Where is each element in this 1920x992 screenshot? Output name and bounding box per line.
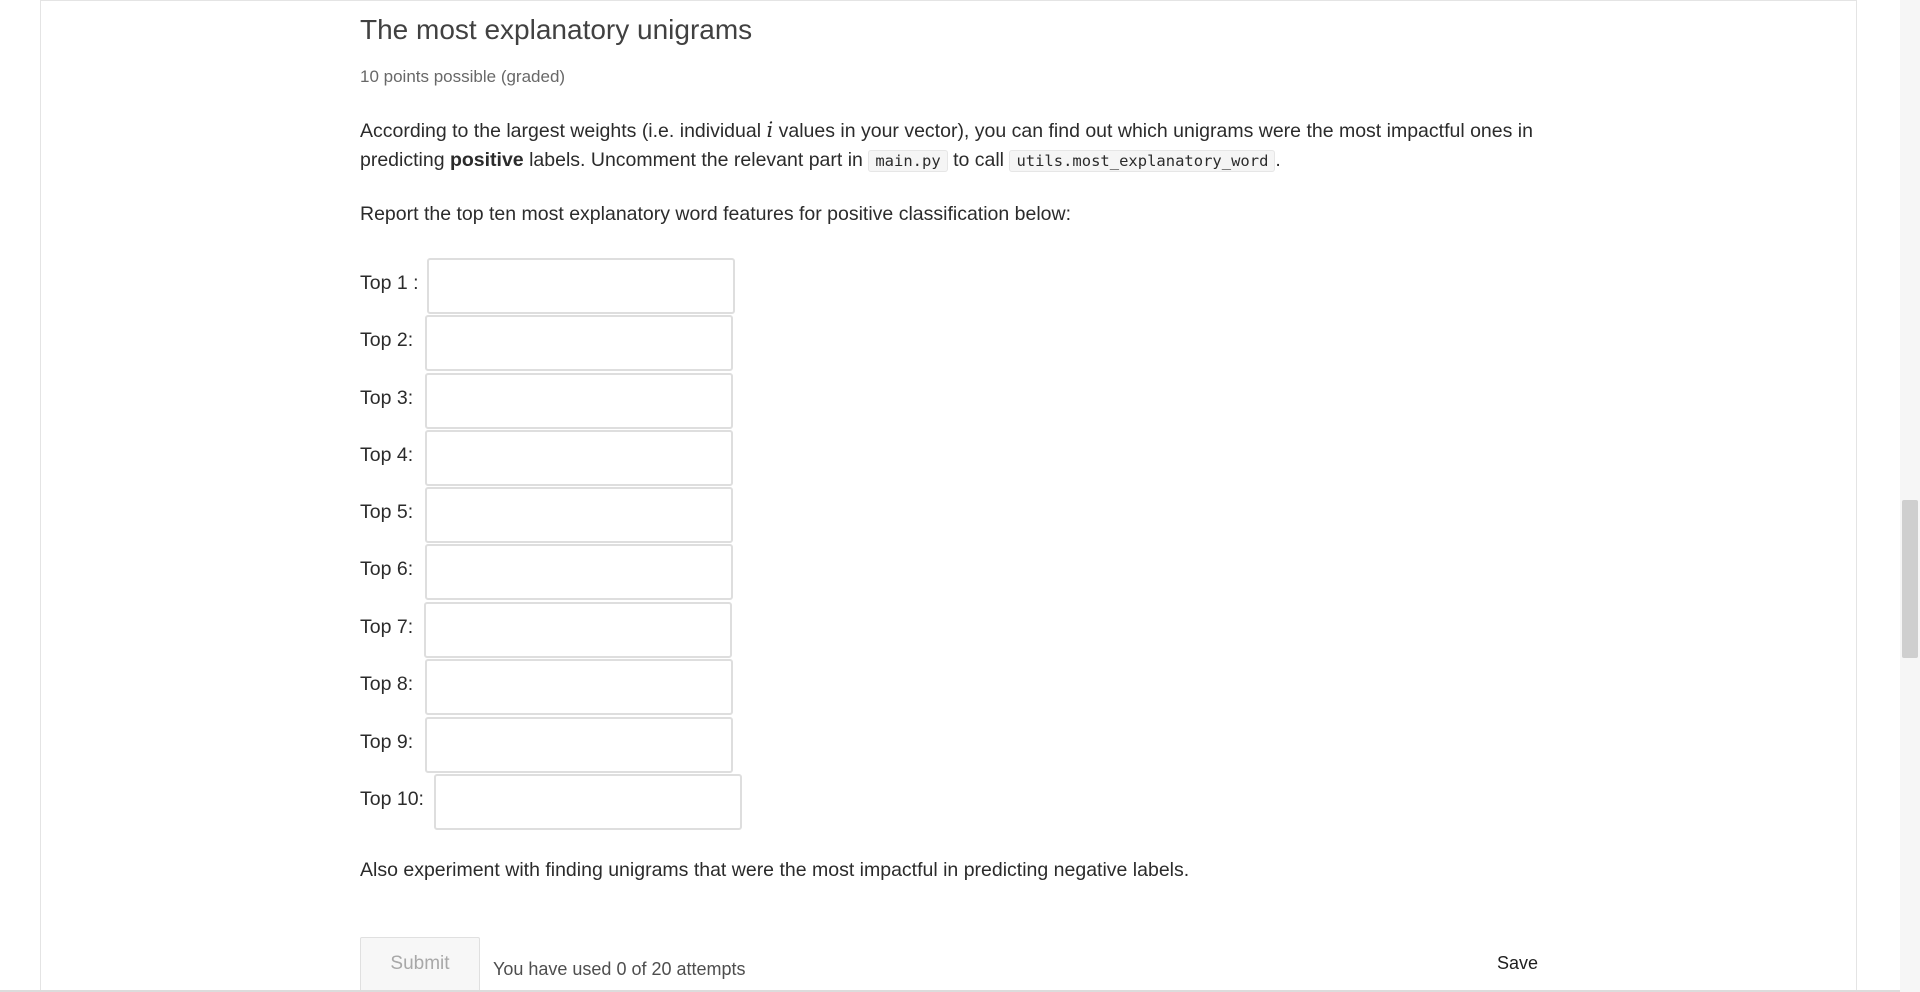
- points-possible: 10 points possible (graded): [360, 67, 566, 86]
- description-bold: positive: [449, 148, 524, 171]
- answer-label-7: Top 7:: [360, 616, 414, 638]
- answer-label-3: Top 3:: [360, 387, 414, 409]
- instruction-text: Report the top ten most explanatory word features for positive classification below:: [360, 203, 1072, 225]
- save-button[interactable]: Save: [1497, 953, 1539, 973]
- answer-input-4[interactable]: [425, 430, 733, 486]
- problem-description: [360, 116, 1560, 175]
- answer-label-4: Top 4:: [360, 444, 414, 466]
- answer-label-8: Top 8:: [360, 673, 414, 695]
- attempts-counter: You have used 0 of 20 attempts: [493, 959, 746, 979]
- answer-input-8[interactable]: [425, 659, 733, 715]
- description-text-3: labels. Uncomment the relevant part in: [523, 148, 869, 171]
- answer-input-7[interactable]: [424, 602, 732, 658]
- answer-input-6[interactable]: [425, 544, 733, 600]
- answer-input-5[interactable]: [425, 487, 733, 543]
- answer-label-1: Top 1 :: [360, 272, 419, 294]
- answer-label-5: Top 5:: [360, 501, 414, 523]
- answer-input-9[interactable]: [425, 717, 733, 773]
- answer-input-1[interactable]: [427, 258, 735, 314]
- answer-input-2[interactable]: [425, 315, 733, 371]
- code-utils-function: utils.most_explanatory_word: [1009, 150, 1275, 172]
- description-text-5: .: [1275, 148, 1281, 171]
- answer-input-3[interactable]: [425, 373, 733, 429]
- answer-input-10[interactable]: [434, 774, 742, 830]
- scrollbar-thumb[interactable]: [1902, 500, 1918, 658]
- math-variable: i: [766, 118, 774, 142]
- answer-label-2: Top 2:: [360, 329, 414, 351]
- problem-title: The most explanatory unigrams: [360, 14, 753, 45]
- answer-label-6: Top 6:: [360, 558, 414, 580]
- scrollbar-track[interactable]: [1900, 0, 1920, 992]
- description-text-1: According to the largest weights (i.e. individual: [360, 120, 767, 142]
- code-main-py: main.py: [868, 150, 947, 172]
- answer-label-10: Top 10:: [360, 788, 424, 810]
- description-text-4: to call: [947, 148, 1010, 171]
- description-text-2: values in your vector), you can find out which unigrams were the most impactful ones in predicting: [360, 120, 1533, 171]
- answer-label-9: Top 9:: [360, 731, 414, 753]
- submit-button[interactable]: Submit: [360, 937, 480, 992]
- followup-text: Also experiment with finding unigrams that were the most impactful in predicting negative labels.: [360, 859, 1190, 881]
